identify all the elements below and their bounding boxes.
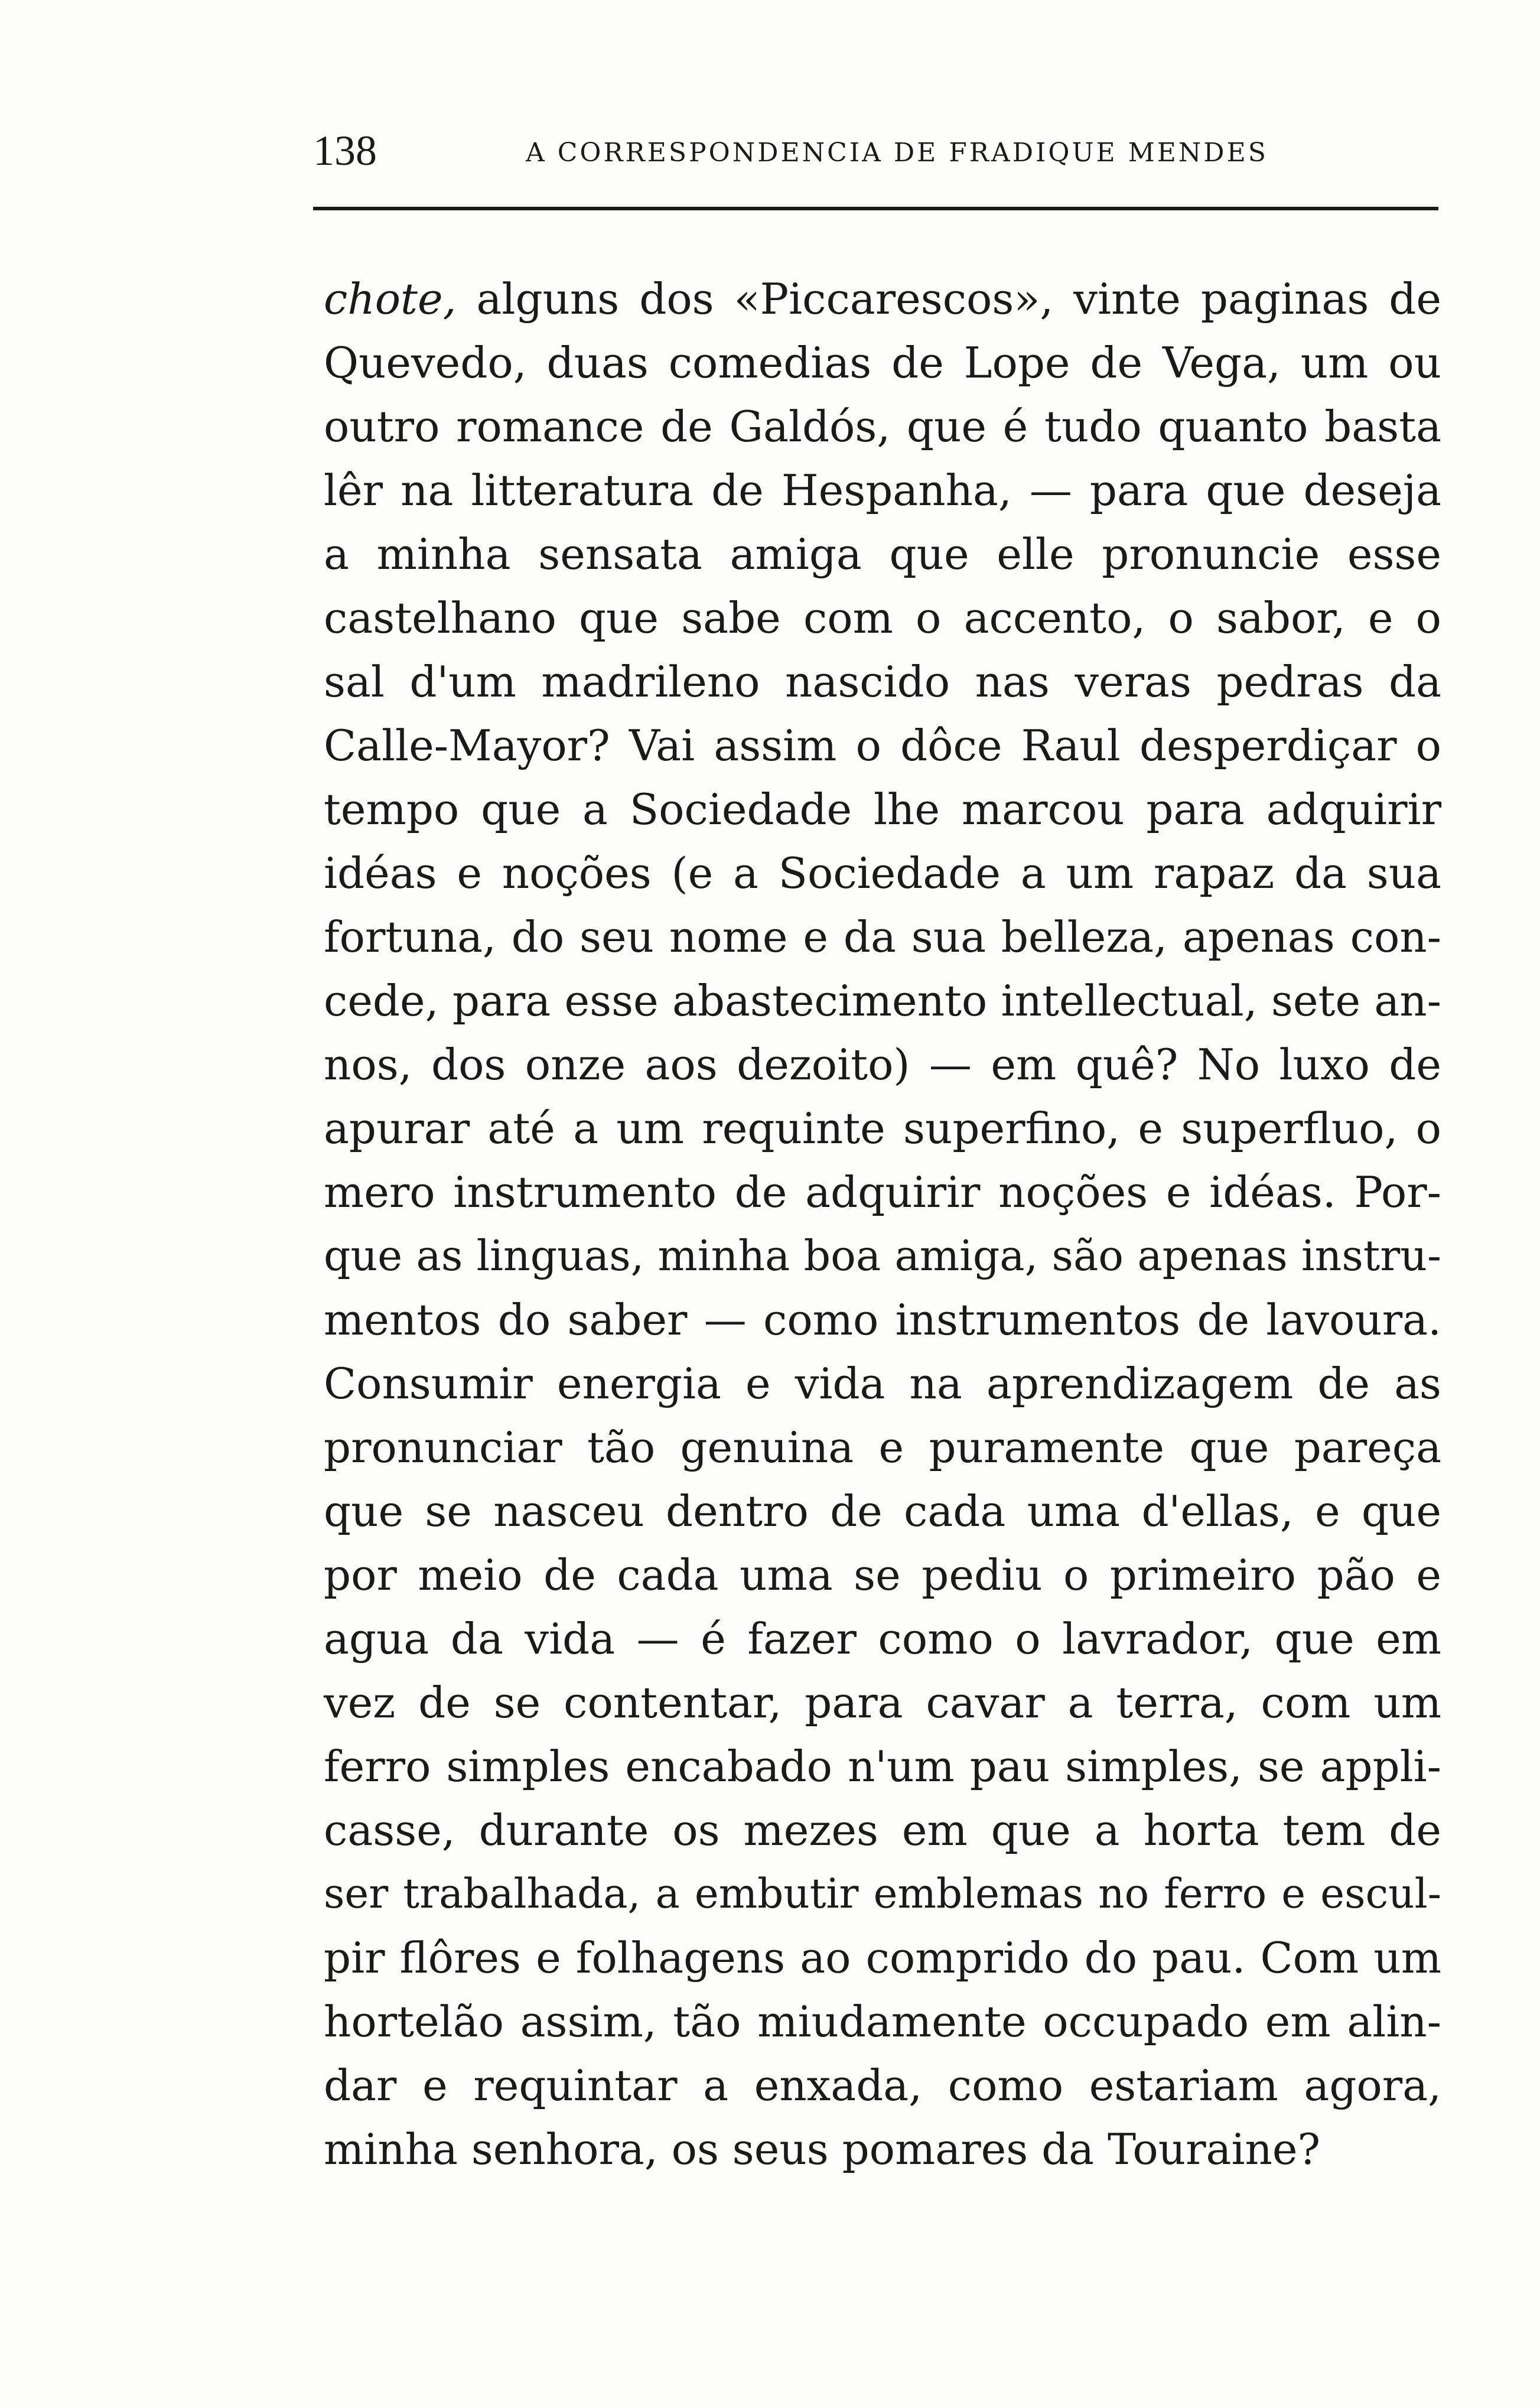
text-line: agua da vida — é fazer como o lavrador, que em	[324, 1614, 1441, 1664]
page-header	[313, 124, 1441, 177]
text-line: vez de se contentar, para cavar a terra, com um	[324, 1678, 1441, 1727]
text-line: a minha sensata amiga que elle pronuncie esse	[324, 529, 1441, 579]
text-line: dar e requintar a enxada, como estariam agora,	[324, 2061, 1441, 2110]
text-line: que as linguas, minha boa amiga, são apenas instru-	[324, 1231, 1441, 1280]
text-line: pronunciar tão genuina e puramente que pareça	[324, 1423, 1441, 1472]
italic-word: chote,	[324, 274, 457, 324]
page-number: 138	[313, 127, 377, 174]
text-line: que se nasceu dentro de cada uma d'ellas, e que	[324, 1486, 1441, 1536]
text-line: pir flôres e folhagens ao comprido do pau. Com um	[324, 1933, 1441, 1983]
text-line: apurar até a um requinte superfino, e superfluo, o	[324, 1104, 1441, 1153]
text-line: hortelão assim, tão miudamente occupado em alin-	[324, 1997, 1441, 2046]
text-line: outro romance de Galdós, que é tudo quanto basta	[324, 402, 1441, 451]
text-line: fortuna, do seu nome e da sua belleza, apenas con-	[324, 912, 1441, 962]
body-text	[324, 267, 1441, 2181]
text-line-rest: alguns dos «Piccarescos», vinte paginas de	[456, 274, 1441, 324]
text-line: sal d'um madrileno nascido nas veras pedras da	[324, 657, 1441, 707]
text-line: Calle-Mayor? Vai assim o dôce Raul desperdiçar o	[324, 721, 1441, 770]
text-line: mentos do saber — como instrumentos de lavoura.	[324, 1295, 1441, 1345]
text-line: idéas e noções (e a Sociedade a um rapaz da sua	[324, 848, 1441, 898]
text-line: Consumir energia e vida na aprendizagem de as	[324, 1359, 1441, 1408]
header-rule	[313, 207, 1438, 210]
text-line: ser trabalhada, a embutir emblemas no ferro e escul-	[324, 1870, 1441, 1918]
text-line: nos, dos onze aos dezoito) — em quê? No luxo de	[324, 1040, 1441, 1089]
text-line: Quevedo, duas comedias de Lope de Vega, um ou	[324, 338, 1441, 388]
text-line: cede, para esse abastecimento intellectual, sete an-	[324, 976, 1441, 1026]
text-line: minha senhora, os seus pomares da Touraine?	[324, 2124, 1321, 2174]
text-line: lêr na litteratura de Hespanha, — para que deseja	[324, 466, 1441, 515]
running-title: A CORRESPONDENCIA DE FRADIQUE MENDES	[526, 138, 1268, 168]
text-line: castelhano que sabe com o accento, o sabor, e o	[324, 593, 1441, 643]
text-line: casse, durante os mezes em que a horta tem de	[324, 1805, 1441, 1855]
text-line: por meio de cada uma se pediu o primeiro pão e	[324, 1550, 1441, 1600]
text-line: tempo que a Sociedade lhe marcou para adquirir	[324, 785, 1441, 834]
text-line: ferro simples encabado n'um pau simples, se appli-	[324, 1742, 1441, 1791]
text-line	[324, 267, 1441, 331]
text-line: mero instrumento de adquirir noções e idéas. Por-	[324, 1167, 1441, 1217]
